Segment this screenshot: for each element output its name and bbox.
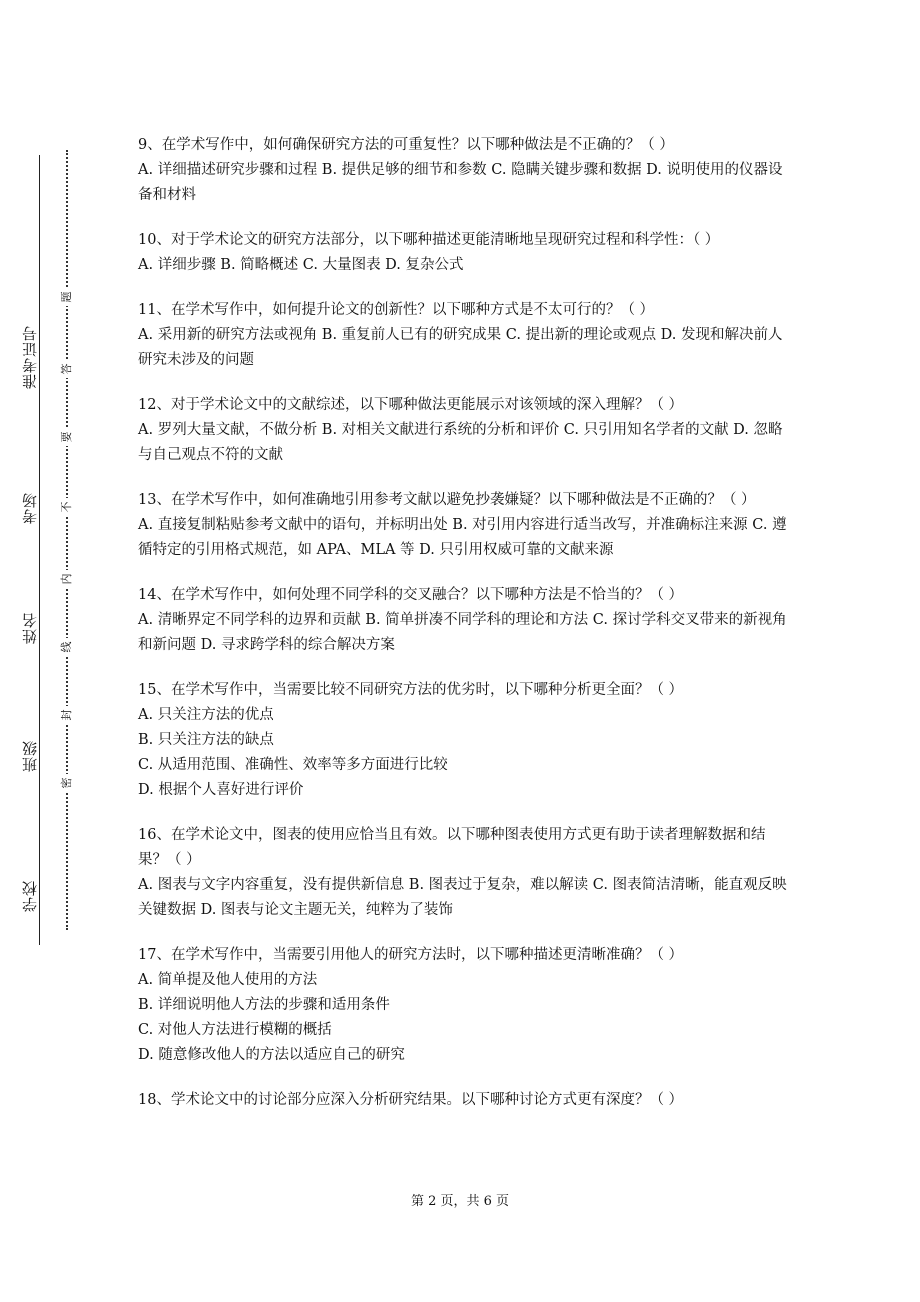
seal-dotted-line — [66, 150, 68, 930]
seal-char: 密 — [58, 774, 76, 792]
page-footer: 第 2 页，共 6 页 — [410, 1194, 510, 1209]
question-list — [138, 133, 788, 1133]
question-stem: 11、在学术写作中，如何提升论文的创新性？以下哪种方式是不太可行的？（ ） — [138, 302, 655, 318]
seal-char: 要 — [58, 428, 76, 446]
question-options: A. 罗列大量文献，不做分析 B. 对相关文献进行系统的分析和评价 C. 只引用知名学者的文献 D. 忽略与自己观点不符的文献 — [138, 422, 783, 463]
seal-char: 题 — [58, 288, 76, 306]
field-admission-number-label: 准考证号 — [21, 325, 39, 389]
option-b: B. 详细说明他人方法的步骤和适用条件 — [138, 997, 390, 1013]
option-b: B. 只关注方法的缺点 — [138, 732, 274, 748]
field-name — [18, 612, 42, 644]
option-a: A. 只关注方法的优点 — [138, 707, 274, 723]
field-exam-room — [18, 492, 42, 524]
question-stem: 14、在学术写作中，如何处理不同学科的交叉融合？以下哪种方法是不恰当的？（ ） — [138, 587, 684, 603]
field-exam-room-label: 考场 — [21, 492, 39, 524]
field-name-label: 姓名 — [21, 612, 39, 644]
question-10 — [138, 228, 788, 278]
question-9 — [138, 133, 788, 208]
seal-char: 答 — [58, 360, 76, 378]
question-14 — [138, 583, 788, 658]
question-18 — [138, 1088, 788, 1113]
fill-line — [39, 155, 40, 945]
question-options: A. 详细步骤 B. 简略概述 C. 大量图表 D. 复杂公式 — [138, 257, 464, 273]
question-stem: 16、在学术论文中，图表的使用应恰当且有效。以下哪种图表使用方式更有助于读者理解数据和结果？（ ） — [138, 827, 766, 868]
question-options: A. 详细描述研究步骤和过程 B. 提供足够的细节和参数 C. 隐瞒关键步骤和数据 D. 说明使用的仪器设备和材料 — [138, 162, 783, 203]
binding-margin — [0, 0, 110, 1302]
question-stem: 15、在学术写作中，当需要比较不同研究方法的优劣时，以下哪种分析更全面？（ ） — [138, 682, 684, 698]
question-15 — [138, 678, 788, 803]
option-d: D. 随意修改他人的方法以适应自己的研究 — [138, 1047, 405, 1063]
question-16 — [138, 823, 788, 923]
question-stem: 12、对于学术论文中的文献综述，以下哪种做法更能展示对该领域的深入理解？（ ） — [138, 397, 684, 413]
option-c: C. 对他人方法进行模糊的概括 — [138, 1022, 332, 1038]
question-options: A. 采用新的研究方法或视角 B. 重复前人已有的研究成果 C. 提出新的理论或观点 D. 发现和解决前人研究未涉及的问题 — [138, 327, 783, 368]
question-17 — [138, 943, 788, 1068]
seal-char: 不 — [58, 498, 76, 516]
field-class-label: 班级 — [21, 740, 39, 772]
question-13 — [138, 488, 788, 563]
seal-char: 封 — [58, 706, 76, 724]
seal-char: 内 — [58, 570, 76, 588]
option-a: A. 简单提及他人使用的方法 — [138, 972, 318, 988]
question-options: A. 图表与文字内容重复，没有提供新信息 B. 图表过于复杂，难以解读 C. 图表简洁清晰，能直观反映关键数据 D. 图表与论文主题无关，纯粹为了装饰 — [138, 877, 787, 918]
question-12 — [138, 393, 788, 468]
seal-char: 线 — [58, 638, 76, 656]
field-school — [18, 880, 42, 912]
question-options: A. 清晰界定不同学科的边界和贡献 B. 简单拼凑不同学科的理论和方法 C. 探讨学科交叉带来的新视角和新问题 D. 寻求跨学科的综合解决方案 — [138, 612, 787, 653]
option-c: C. 从适用范围、准确性、效率等多方面进行比较 — [138, 757, 448, 773]
field-admission-number — [18, 325, 42, 389]
question-options: A. 直接复制粘贴参考文献中的语句，并标明出处 B. 对引用内容进行适当改写，并准确标注来源 C. 遵循特定的引用格式规范，如 APA、MLA 等 D. 只引用权威可靠的文献来源 — [138, 517, 787, 558]
question-stem: 18、学术论文中的讨论部分应深入分析研究结果。以下哪种讨论方式更有深度？（ ） — [138, 1092, 684, 1108]
question-stem: 17、在学术写作中，当需要引用他人的研究方法时，以下哪种描述更清晰准确？（ ） — [138, 947, 684, 963]
question-stem: 13、在学术写作中，如何准确地引用参考文献以避免抄袭嫌疑？以下哪种做法是不正确的？（ ） — [138, 492, 756, 508]
question-11 — [138, 298, 788, 373]
field-class — [18, 740, 42, 772]
question-stem: 10、对于学术论文的研究方法部分，以下哪种描述更能清晰地呈现研究过程和科学性：（ ） — [138, 232, 720, 248]
question-stem: 9、在学术写作中，如何确保研究方法的可重复性？以下哪种做法是不正确的？（ ） — [138, 137, 674, 153]
field-school-label: 学校 — [21, 880, 39, 912]
option-d: D. 根据个人喜好进行评价 — [138, 782, 304, 798]
